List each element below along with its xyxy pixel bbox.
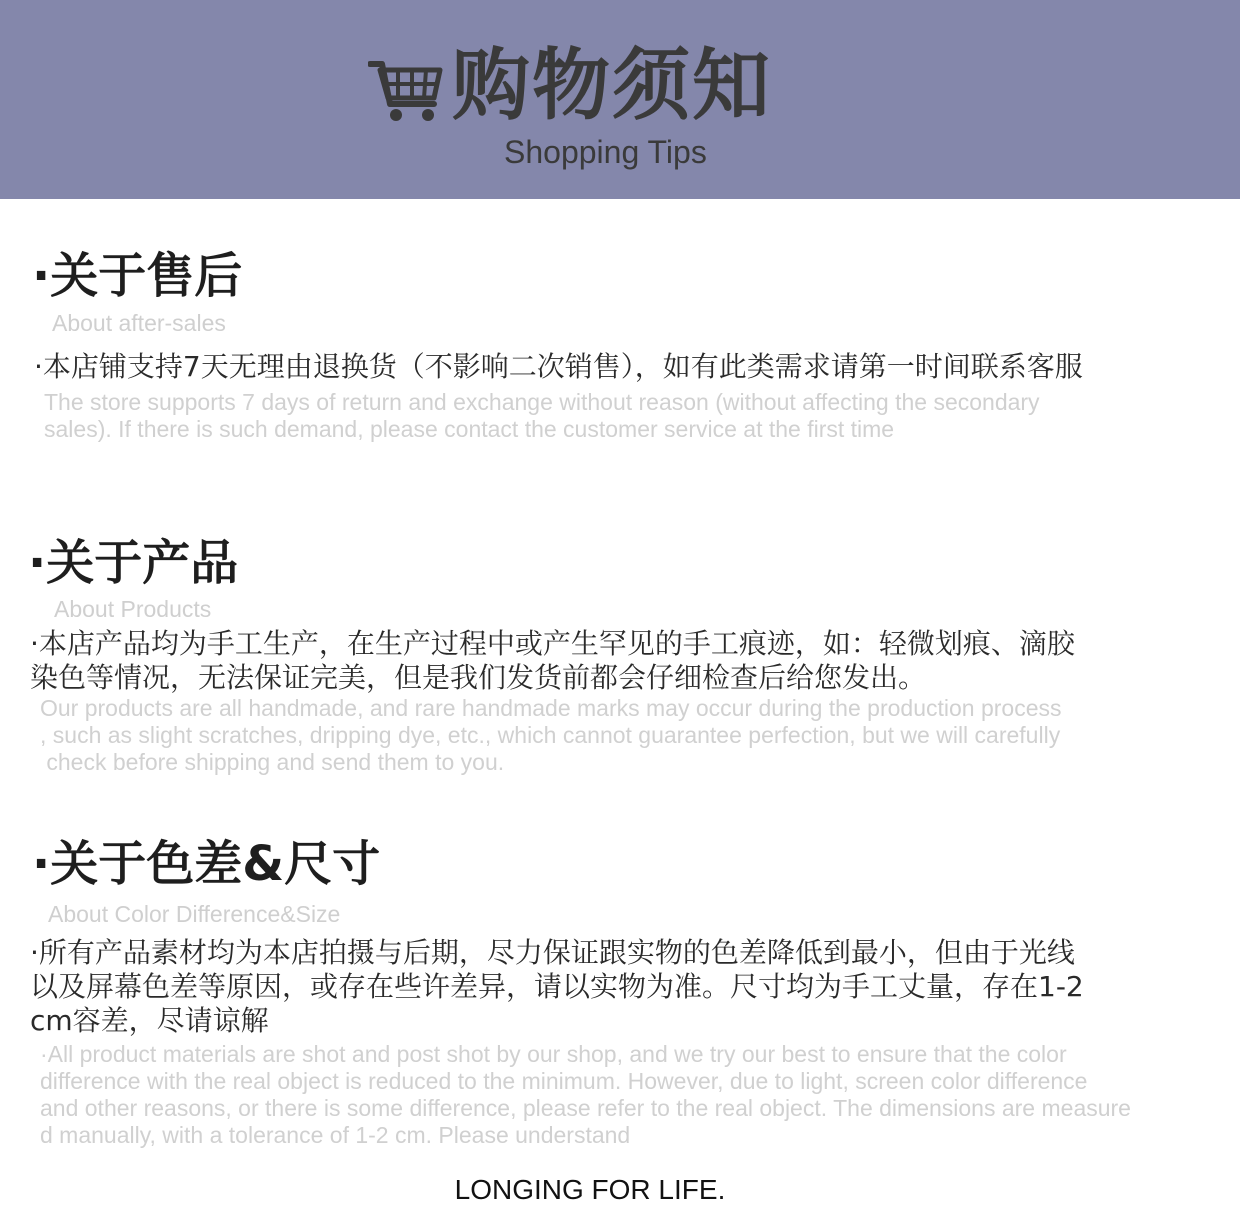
header-banner (0, 0, 1240, 199)
section-title-text: 关于色差&尺寸 (50, 836, 381, 892)
footer-slogan: LONGING FOR LIFE. (454, 1174, 726, 1205)
page-title: 购物须知 (452, 41, 773, 131)
section-subtitle-after-sales: About after-sales (52, 310, 226, 336)
section-subtitle-color-size: About Color Difference&Size (48, 901, 341, 927)
shopping-cart-icon (368, 52, 444, 124)
section-bullet: · (28, 535, 47, 591)
section-title-color-size (32, 836, 380, 892)
color-size-text-zh: ·所有产品素材均为本店拍摄与后期，尽力保证跟实物的色差降低到最小，但由于光线 以及屏幕色差等原因，或存在些许差异，请以实物为准。尺寸均为手工丈量，存在1-2 cm容差，尽请谅解 (30, 936, 1084, 1037)
section-title-products (28, 535, 238, 591)
section-title-text: 关于售后 (50, 248, 243, 304)
section-bullet: · (32, 248, 51, 304)
color-size-text-en: ·All product materials are shot and post shot by our shop, and we try our best to ensure that the color difference with the real object is reduced to the minimum. However, due to light, screen color difference and other reasons, or there is some difference, please refer to the real object. The dimensions are measure d manually, with a tolerance of 1-2 cm. Please understand (40, 1041, 1131, 1148)
after-sales-text-zh: ·本店铺支持7天无理由退换货（不影响二次销售），如有此类需求请第一时间联系客服 (34, 350, 1083, 383)
products-text-en: Our products are all handmade, and rare handmade marks may occur during the production process , such as slight scratches, dripping dye, etc., which cannot guarantee perfection, but we will carefully check before shipping and send them to you. (40, 695, 1062, 775)
products-text-zh: ·本店产品均为手工生产，在生产过程中或产生罕见的手工痕迹，如：轻微划痕、滴胶 染色等情况，无法保证完美，但是我们发货前都会仔细检查后给您发出。 (30, 627, 1075, 694)
section-title-after-sales (32, 248, 242, 304)
section-bullet: · (32, 836, 51, 892)
page-subtitle: Shopping Tips (504, 134, 707, 170)
section-title-text: 关于产品 (46, 535, 239, 591)
after-sales-text-en: The store supports 7 days of return and exchange without reason (without affecting the secondary sales). If there is such demand, please contact the customer service at the first time (44, 389, 1040, 442)
section-subtitle-products: About Products (54, 596, 212, 622)
